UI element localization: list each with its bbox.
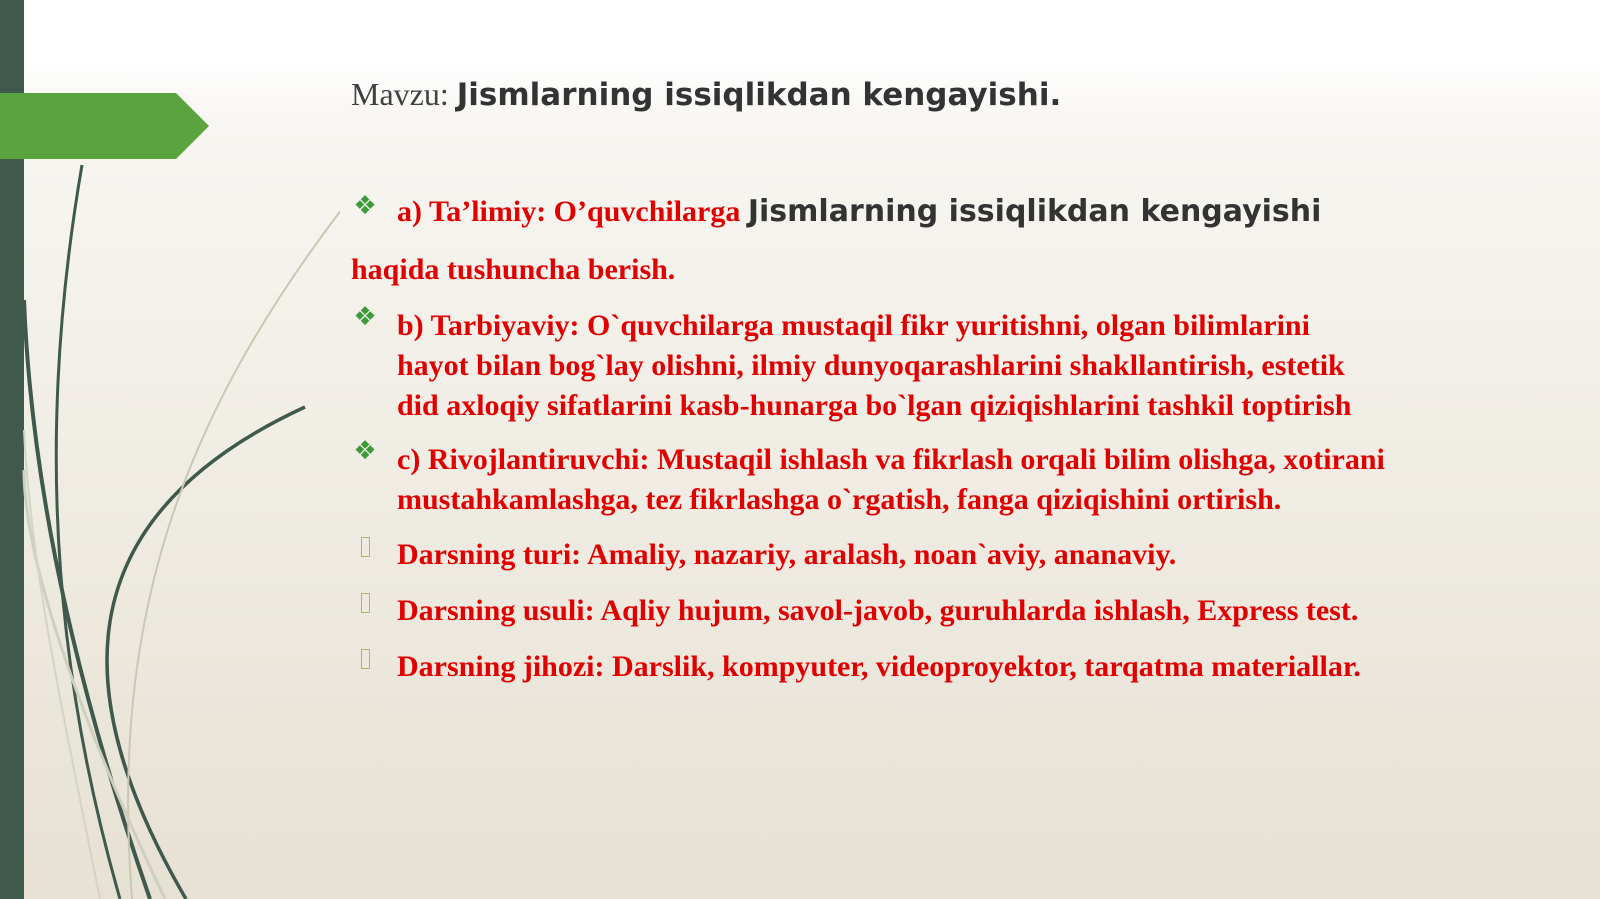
talimiy-continuation: haqida tushuncha berish. [351,253,676,286]
objective-talimiy [397,192,1321,232]
objective-tarbiyaviy [397,306,1351,426]
slide-title [351,76,1061,113]
box-bullet-icon [352,589,378,618]
decorative-leaf-lines [0,0,340,899]
box-bullet-icon [352,645,378,674]
rivojlantiruvchi-line: c) Rivojlantiruvchi: Mustaqil ishlash va fikrlash orqali bilim olishga, xotirani [397,443,1385,476]
title-prefix: Mavzu: [351,76,457,112]
lesson-type: Darsning turi: Amaliy, nazariy, aralash, noan`aviy, ananaviy. [397,538,1177,571]
diamond-bullet-icon: ❖ [353,436,377,466]
title-topic: Jismlarning issiqlikdan kengayishi. [456,77,1062,113]
tarbiyaviy-line: b) Tarbiyaviy: O`quvchilarga mustaqil fikr yuritishni, olgan bilimlarini [397,309,1310,342]
talimiy-topic: Jismlarning issiqlikdan kengayishi [747,194,1322,229]
green-arrow-tab [0,93,209,159]
rivojlantiruvchi-line: mustahkamlashga, tez fikrlashga o`rgatish, fanga qiziqishini ortirish. [397,483,1282,516]
box-bullet-icon [352,533,378,562]
tarbiyaviy-line: did axloqiy sifatlarini kasb-hunarga bo`lgan qiziqishlarini tashkil toptirish [397,389,1352,422]
lesson-equipment: Darsning jihozi: Darslik, kompyuter, videoproyektor, tarqatma materiallar. [397,650,1361,683]
objective-rivojlantiruvchi [397,440,1385,520]
tarbiyaviy-line: hayot bilan bog`lay olishni, ilmiy dunyoqarashlarini shakllantirish, estetik [397,349,1345,382]
diamond-bullet-icon: ❖ [353,191,377,221]
lesson-method: Darsning usuli: Aqliy hujum, savol-javob, guruhlarda ishlash, Express test. [397,594,1359,627]
talimiy-label: a) Ta’limiy: O’quvchilarga [397,195,748,228]
diamond-bullet-icon: ❖ [353,302,377,332]
